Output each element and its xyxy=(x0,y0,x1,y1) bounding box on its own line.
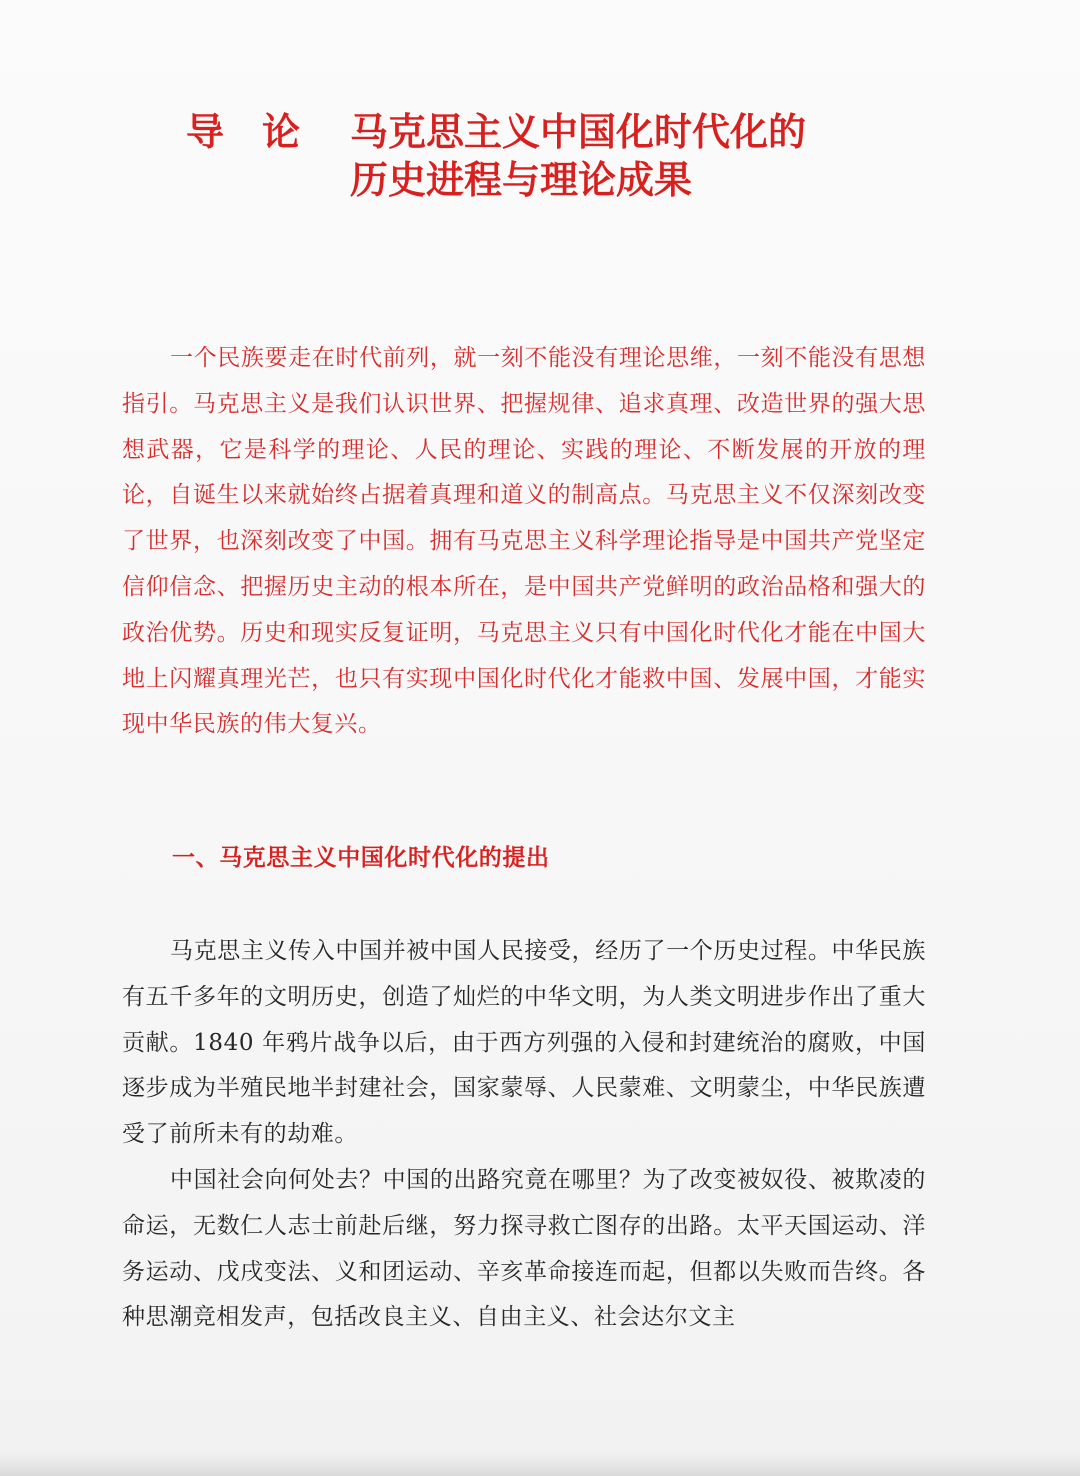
body-paragraph-1: 马克思主义传入中国并被中国人民接受，经历了一个历史过程。中华民族有五千多年的文明历史，创造了灿烂的中华文明，为人类文明进步作出了重大贡献。1840 年鸦片战争以后，由于西方列强的入侵和封建统治的腐败，中国逐步成为半殖民地半封建社会，国家蒙辱、人民蒙难、文明蒙尘，中华民族遭受了前所未有的劫难。 xyxy=(122,938,926,1148)
chapter-title-line-1: 马克思主义中国化时代化的 xyxy=(350,109,807,154)
chapter-title-line-2: 历史进程与理论成果 xyxy=(350,157,693,202)
body-paragraph-2: 中国社会向何处去？中国的出路究竟在哪里？为了改变被奴役、被欺凌的命运，无数仁人志士前赴后继，努力探寻救亡图存的出路。太平天国运动、洋务运动、戊戌变法、义和团运动、辛亥革命接连而起，但都以失败而告终。各种思潮竞相发声，包括改良主义、自由主义、社会达尔文主 xyxy=(122,1166,926,1331)
chapter-label: 导 论 xyxy=(186,109,301,154)
section-heading: 一、马克思主义中国化时代化的提出 xyxy=(172,844,550,871)
chapter-title-row-1 xyxy=(186,108,926,156)
chapter-title xyxy=(186,108,926,204)
chapter-title-row-2 xyxy=(186,156,926,204)
intro-paragraph: 一个民族要走在时代前列，就一刻不能没有理论思维，一刻不能没有思想指引。马克思主义是我们认识世界、把握规律、追求真理、改造世界的强大思想武器，它是科学的理论、人民的理论、实践的理论、不断发展的开放的理论，自诞生以来就始终占据着真理和道义的制高点。马克思主义不仅深刻改变了世界，也深刻改变了中国。拥有马克思主义科学理论指导是中国共产党坚定信仰信念、把握历史主动的根本所在，是中国共产党鲜明的政治品格和强大的政治优势。历史和现实反复证明，马克思主义只有中国化时代化才能在中国大地上闪耀真理光芒，也只有实现中国化时代化才能救中国、发展中国，才能实现中华民族的伟大复兴。 xyxy=(122,345,926,738)
section-body xyxy=(122,929,926,1341)
